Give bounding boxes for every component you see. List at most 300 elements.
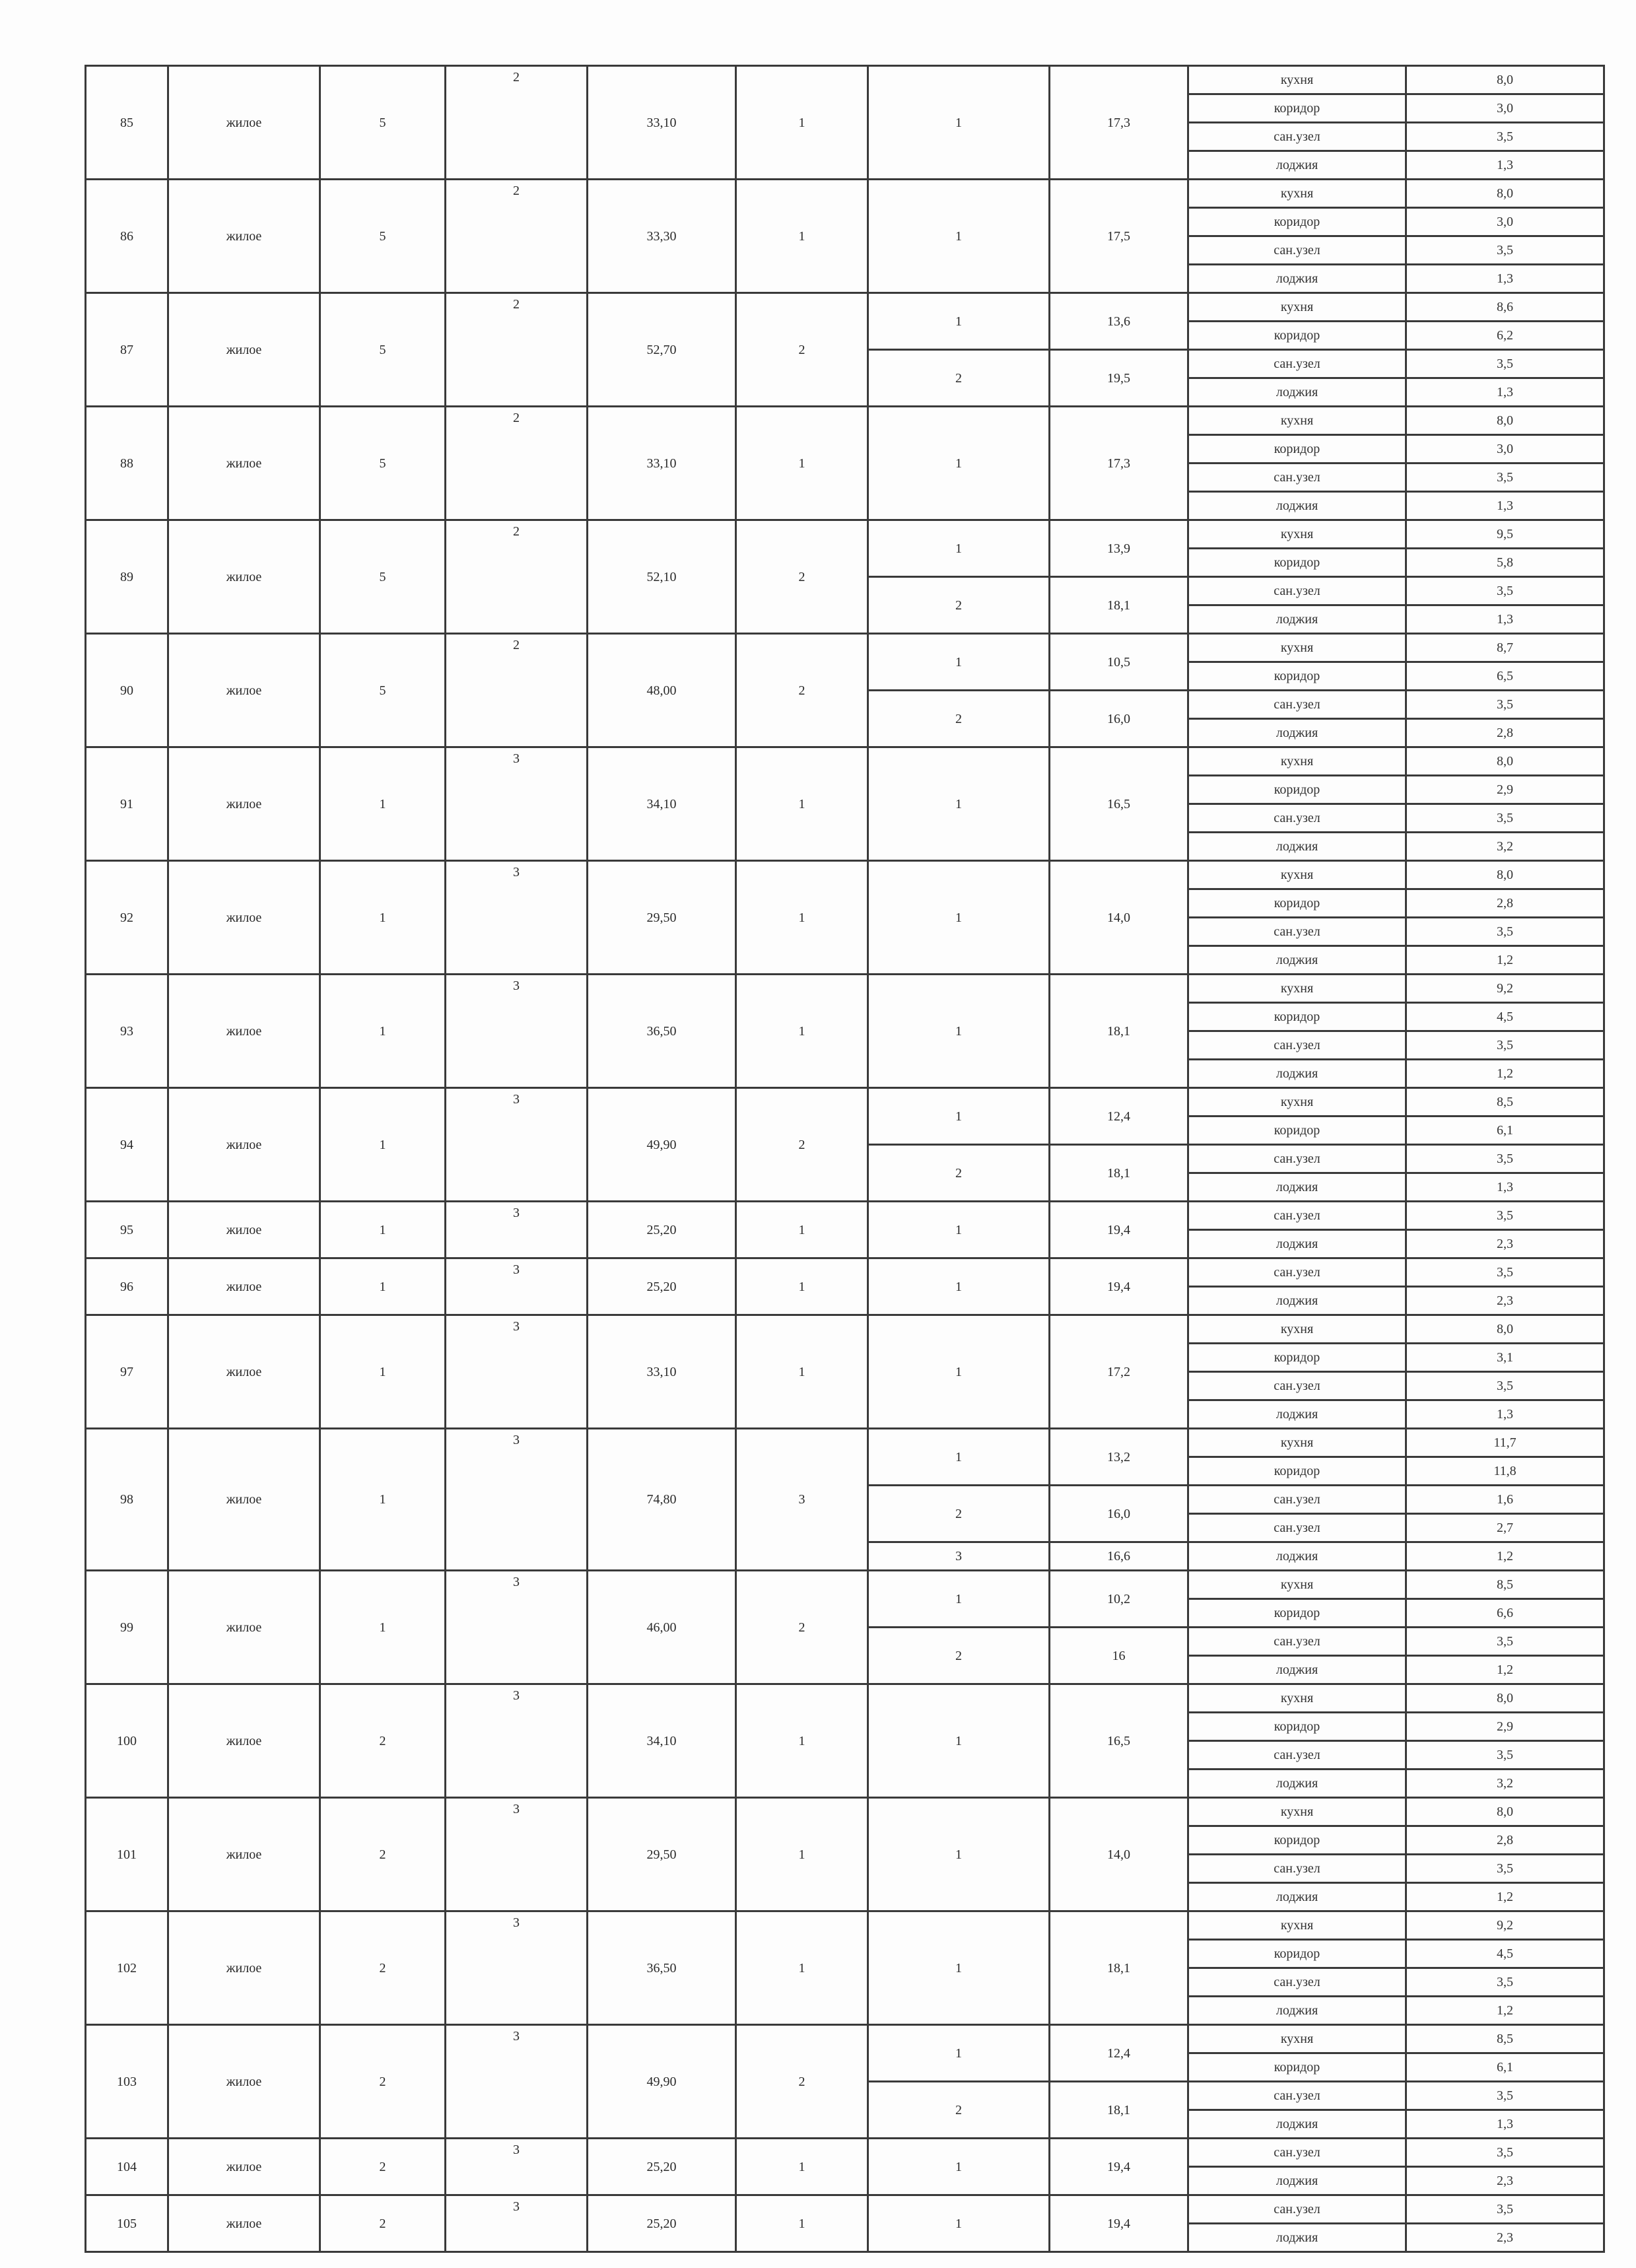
aux-room-area: 3,5	[1406, 577, 1604, 605]
aux-room-area: 11,8	[1406, 1457, 1604, 1486]
apartment-number: 103	[86, 2025, 168, 2139]
aux-room-area: 3,5	[1406, 350, 1604, 378]
aux-room-area: 3,5	[1406, 804, 1604, 833]
apartment-number: 87	[86, 293, 168, 407]
apartment-row	[86, 975, 1604, 1003]
apartment-row	[86, 2195, 1604, 2224]
aux-room-area: 3,0	[1406, 435, 1604, 464]
total-area: 25,20	[588, 2195, 736, 2252]
aux-room-name: коридор	[1188, 94, 1406, 123]
aux-room-area: 5,8	[1406, 549, 1604, 577]
living-room-area: 13,2	[1050, 1429, 1188, 1486]
living-room-number: 2	[868, 577, 1050, 634]
aux-room-area: 3,5	[1406, 1968, 1604, 1997]
aux-room-name: лоджия	[1188, 1400, 1406, 1429]
floor-number: 2	[446, 180, 588, 293]
aux-room-area: 1,2	[1406, 946, 1604, 975]
living-room-area: 14,0	[1050, 1798, 1188, 1911]
apartment-type: жилое	[168, 520, 320, 634]
apartment-number: 100	[86, 1684, 168, 1798]
apartment-row	[86, 1911, 1604, 1940]
room-count: 1	[736, 1315, 868, 1429]
aux-room-area: 2,9	[1406, 1713, 1604, 1741]
room-count: 1	[736, 975, 868, 1088]
aux-room-name: сан.узел	[1188, 236, 1406, 265]
aux-room-name: лоджия	[1188, 492, 1406, 520]
living-room-number: 2	[868, 2082, 1050, 2139]
apartment-type: жилое	[168, 1684, 320, 1798]
floor-number: 2	[446, 293, 588, 407]
living-room-number: 1	[868, 293, 1050, 350]
section-number: 5	[320, 520, 446, 634]
apartment-type: жилое	[168, 293, 320, 407]
floor-number: 3	[446, 1088, 588, 1202]
aux-room-area: 1,2	[1406, 1997, 1604, 2025]
aux-room-area: 4,5	[1406, 1940, 1604, 1968]
living-room-number: 1	[868, 1571, 1050, 1628]
living-room-area: 18,1	[1050, 2082, 1188, 2139]
aux-room-area: 3,5	[1406, 918, 1604, 946]
aux-room-name: лоджия	[1188, 833, 1406, 861]
aux-room-name: сан.узел	[1188, 1628, 1406, 1656]
aux-room-name: сан.узел	[1188, 918, 1406, 946]
aux-room-area: 6,2	[1406, 322, 1604, 350]
section-number: 1	[320, 1571, 446, 1684]
aux-room-name: сан.узел	[1188, 577, 1406, 605]
aux-room-name: кухня	[1188, 634, 1406, 662]
living-room-number: 1	[868, 1315, 1050, 1429]
aux-room-name: лоджия	[1188, 719, 1406, 747]
total-area: 33,10	[588, 66, 736, 180]
aux-room-name: лоджия	[1188, 2224, 1406, 2252]
aux-room-area: 3,5	[1406, 1202, 1604, 1230]
total-area: 52,70	[588, 293, 736, 407]
aux-room-name: сан.узел	[1188, 1741, 1406, 1770]
apartment-number: 88	[86, 407, 168, 520]
apartment-row	[86, 2139, 1604, 2167]
floor-number: 2	[446, 634, 588, 747]
apartment-number: 91	[86, 747, 168, 861]
total-area: 33,10	[588, 1315, 736, 1429]
aux-room-name: сан.узел	[1188, 804, 1406, 833]
aux-room-name: коридор	[1188, 1599, 1406, 1628]
living-room-number: 1	[868, 2195, 1050, 2252]
living-room-area: 18,1	[1050, 577, 1188, 634]
aux-room-name: сан.узел	[1188, 1486, 1406, 1514]
living-room-area: 18,1	[1050, 1911, 1188, 2025]
room-count: 1	[736, 1202, 868, 1258]
living-room-area: 19,4	[1050, 2195, 1188, 2252]
floor-number: 3	[446, 1258, 588, 1315]
apartment-type: жилое	[168, 1571, 320, 1684]
room-count: 1	[736, 861, 868, 975]
aux-room-name: коридор	[1188, 322, 1406, 350]
aux-room-name: лоджия	[1188, 1173, 1406, 1202]
apartment-row	[86, 1798, 1604, 1826]
section-number: 2	[320, 2195, 446, 2252]
aux-room-area: 1,2	[1406, 1883, 1604, 1911]
living-room-area: 17,5	[1050, 180, 1188, 293]
aux-room-name: коридор	[1188, 662, 1406, 691]
aux-room-area: 2,8	[1406, 1826, 1604, 1855]
living-room-number: 1	[868, 634, 1050, 691]
aux-room-area: 3,5	[1406, 1145, 1604, 1173]
living-room-number: 1	[868, 975, 1050, 1088]
floor-number: 3	[446, 1911, 588, 2025]
section-number: 1	[320, 747, 446, 861]
aux-room-area: 9,5	[1406, 520, 1604, 549]
apartment-type: жилое	[168, 180, 320, 293]
apartment-row	[86, 520, 1604, 549]
aux-room-name: сан.узел	[1188, 1372, 1406, 1400]
aux-room-name: кухня	[1188, 1911, 1406, 1940]
section-number: 1	[320, 861, 446, 975]
aux-room-name: кухня	[1188, 407, 1406, 435]
apartment-number: 95	[86, 1202, 168, 1258]
room-count: 1	[736, 66, 868, 180]
aux-room-area: 2,9	[1406, 776, 1604, 804]
aux-room-area: 1,2	[1406, 1542, 1604, 1571]
floor-number: 3	[446, 2195, 588, 2252]
total-area: 74,80	[588, 1429, 736, 1571]
aux-room-name: сан.узел	[1188, 464, 1406, 492]
aux-room-name: кухня	[1188, 1315, 1406, 1344]
aux-room-area: 8,0	[1406, 407, 1604, 435]
room-count: 1	[736, 747, 868, 861]
aux-room-area: 6,5	[1406, 662, 1604, 691]
apartment-row	[86, 1258, 1604, 1287]
living-room-area: 16,0	[1050, 691, 1188, 747]
aux-room-area: 8,6	[1406, 293, 1604, 322]
aux-room-area: 8,0	[1406, 1798, 1604, 1826]
aux-room-area: 3,5	[1406, 464, 1604, 492]
living-room-area: 14,0	[1050, 861, 1188, 975]
aux-room-name: коридор	[1188, 889, 1406, 918]
aux-room-name: лоджия	[1188, 1997, 1406, 2025]
living-room-number: 2	[868, 1628, 1050, 1684]
floor-number: 3	[446, 1202, 588, 1258]
apartment-number: 101	[86, 1798, 168, 1911]
living-room-area: 10,5	[1050, 634, 1188, 691]
aux-room-area: 1,3	[1406, 378, 1604, 407]
aux-room-area: 3,2	[1406, 1770, 1604, 1798]
room-count: 1	[736, 407, 868, 520]
living-room-area: 19,5	[1050, 350, 1188, 407]
apartment-row	[86, 2025, 1604, 2053]
aux-room-area: 3,0	[1406, 94, 1604, 123]
aux-room-area: 1,3	[1406, 1400, 1604, 1429]
total-area: 52,10	[588, 520, 736, 634]
aux-room-name: кухня	[1188, 1684, 1406, 1713]
total-area: 33,30	[588, 180, 736, 293]
apartment-type: жилое	[168, 1088, 320, 1202]
living-room-number: 1	[868, 2025, 1050, 2082]
section-number: 1	[320, 1258, 446, 1315]
aux-room-area: 3,5	[1406, 691, 1604, 719]
living-room-area: 16,6	[1050, 1542, 1188, 1571]
aux-room-name: коридор	[1188, 1940, 1406, 1968]
aux-room-area: 1,6	[1406, 1486, 1604, 1514]
apartment-number: 102	[86, 1911, 168, 2025]
aux-room-area: 2,8	[1406, 719, 1604, 747]
floor-number: 3	[446, 975, 588, 1088]
aux-room-area: 1,2	[1406, 1656, 1604, 1684]
apartment-type: жилое	[168, 1315, 320, 1429]
apartment-number: 96	[86, 1258, 168, 1315]
section-number: 1	[320, 1315, 446, 1429]
aux-room-name: кухня	[1188, 520, 1406, 549]
aux-room-area: 3,5	[1406, 1258, 1604, 1287]
aux-room-name: кухня	[1188, 861, 1406, 889]
apartment-type: жилое	[168, 634, 320, 747]
living-room-area: 12,4	[1050, 2025, 1188, 2082]
aux-room-area: 3,0	[1406, 208, 1604, 236]
aux-room-area: 2,3	[1406, 1230, 1604, 1258]
apartment-type: жилое	[168, 407, 320, 520]
floor-number: 3	[446, 1798, 588, 1911]
aux-room-area: 8,0	[1406, 747, 1604, 776]
apartment-row	[86, 634, 1604, 662]
apartment-type: жилое	[168, 1911, 320, 2025]
living-room-area: 18,1	[1050, 1145, 1188, 1202]
section-number: 5	[320, 293, 446, 407]
apartment-number: 93	[86, 975, 168, 1088]
room-count: 2	[736, 520, 868, 634]
aux-room-name: лоджия	[1188, 1770, 1406, 1798]
floor-number: 3	[446, 861, 588, 975]
living-room-area: 16,0	[1050, 1486, 1188, 1542]
aux-room-area: 8,7	[1406, 634, 1604, 662]
aux-room-name: кухня	[1188, 1571, 1406, 1599]
apartment-number: 105	[86, 2195, 168, 2252]
floor-number: 3	[446, 2025, 588, 2139]
aux-room-name: лоджия	[1188, 1060, 1406, 1088]
apartment-type: жилое	[168, 1202, 320, 1258]
living-room-number: 1	[868, 407, 1050, 520]
aux-room-area: 3,2	[1406, 833, 1604, 861]
apartment-row	[86, 407, 1604, 435]
floor-number: 3	[446, 1315, 588, 1429]
room-count: 2	[736, 634, 868, 747]
aux-room-name: коридор	[1188, 1713, 1406, 1741]
aux-room-area: 6,6	[1406, 1599, 1604, 1628]
apartment-row	[86, 66, 1604, 94]
floor-number: 3	[446, 1571, 588, 1684]
room-count: 2	[736, 293, 868, 407]
room-count: 1	[736, 180, 868, 293]
aux-room-area: 2,3	[1406, 1287, 1604, 1315]
total-area: 34,10	[588, 747, 736, 861]
aux-room-name: коридор	[1188, 2053, 1406, 2082]
living-room-number: 1	[868, 66, 1050, 180]
aux-room-name: кухня	[1188, 1088, 1406, 1117]
aux-room-name: лоджия	[1188, 265, 1406, 293]
apartment-type: жилое	[168, 2025, 320, 2139]
aux-room-area: 8,5	[1406, 1571, 1604, 1599]
living-room-number: 1	[868, 1258, 1050, 1315]
apartment-row	[86, 1315, 1604, 1344]
aux-room-area: 6,1	[1406, 1117, 1604, 1145]
apartment-row	[86, 1088, 1604, 1117]
apartment-number: 90	[86, 634, 168, 747]
living-room-number: 3	[868, 1542, 1050, 1571]
total-area: 36,50	[588, 1911, 736, 2025]
total-area: 48,00	[588, 634, 736, 747]
aux-room-name: лоджия	[1188, 946, 1406, 975]
aux-room-name: сан.узел	[1188, 350, 1406, 378]
aux-room-name: кухня	[1188, 975, 1406, 1003]
aux-room-name: кухня	[1188, 747, 1406, 776]
aux-room-area: 3,5	[1406, 1031, 1604, 1060]
section-number: 2	[320, 2025, 446, 2139]
aux-room-name: лоджия	[1188, 151, 1406, 180]
room-count: 1	[736, 1258, 868, 1315]
apartment-row	[86, 1684, 1604, 1713]
apartment-number: 94	[86, 1088, 168, 1202]
aux-room-name: коридор	[1188, 1457, 1406, 1486]
floor-number: 3	[446, 747, 588, 861]
living-room-area: 19,4	[1050, 1258, 1188, 1315]
aux-room-area: 3,1	[1406, 1344, 1604, 1372]
living-room-area: 19,4	[1050, 2139, 1188, 2195]
living-room-number: 2	[868, 691, 1050, 747]
living-room-area: 17,3	[1050, 407, 1188, 520]
apartment-type: жилое	[168, 66, 320, 180]
aux-room-name: лоджия	[1188, 1287, 1406, 1315]
aux-room-area: 8,0	[1406, 861, 1604, 889]
section-number: 5	[320, 407, 446, 520]
aux-room-name: сан.узел	[1188, 2082, 1406, 2110]
apartment-type: жилое	[168, 975, 320, 1088]
total-area: 46,00	[588, 1571, 736, 1684]
apartment-type: жилое	[168, 2139, 320, 2195]
total-area: 25,20	[588, 1258, 736, 1315]
room-count: 1	[736, 1684, 868, 1798]
aux-room-area: 8,0	[1406, 1684, 1604, 1713]
aux-room-area: 8,5	[1406, 1088, 1604, 1117]
aux-room-area: 1,2	[1406, 1060, 1604, 1088]
aux-room-name: лоджия	[1188, 1230, 1406, 1258]
living-room-number: 2	[868, 1145, 1050, 1202]
apartment-row	[86, 1571, 1604, 1599]
aux-room-name: сан.узел	[1188, 2139, 1406, 2167]
living-room-number: 2	[868, 1486, 1050, 1542]
aux-room-area: 8,5	[1406, 2025, 1604, 2053]
living-room-area: 17,2	[1050, 1315, 1188, 1429]
aux-room-area: 3,5	[1406, 1372, 1604, 1400]
apartment-row	[86, 747, 1604, 776]
apartment-number: 86	[86, 180, 168, 293]
apartment-row	[86, 1429, 1604, 1457]
section-number: 2	[320, 1911, 446, 2025]
aux-room-area: 1,3	[1406, 492, 1604, 520]
aux-room-name: кухня	[1188, 1798, 1406, 1826]
room-count: 2	[736, 1088, 868, 1202]
apartment-number: 99	[86, 1571, 168, 1684]
aux-room-area: 3,5	[1406, 1855, 1604, 1883]
room-count: 2	[736, 2025, 868, 2139]
aux-room-area: 3,5	[1406, 2195, 1604, 2224]
living-room-area: 13,6	[1050, 293, 1188, 350]
section-number: 1	[320, 1088, 446, 1202]
aux-room-name: лоджия	[1188, 1656, 1406, 1684]
aux-room-area: 2,7	[1406, 1514, 1604, 1542]
living-room-number: 2	[868, 350, 1050, 407]
floor-number: 3	[446, 1429, 588, 1571]
aux-room-name: лоджия	[1188, 378, 1406, 407]
aux-room-area: 2,3	[1406, 2224, 1604, 2252]
living-room-number: 1	[868, 1429, 1050, 1486]
room-count: 1	[736, 2139, 868, 2195]
apartment-number: 98	[86, 1429, 168, 1571]
section-number: 5	[320, 180, 446, 293]
living-room-area: 16	[1050, 1628, 1188, 1684]
section-number: 1	[320, 1202, 446, 1258]
apartment-type: жилое	[168, 1258, 320, 1315]
room-count: 1	[736, 1911, 868, 2025]
living-room-number: 1	[868, 2139, 1050, 2195]
total-area: 36,50	[588, 975, 736, 1088]
aux-room-name: сан.узел	[1188, 691, 1406, 719]
aux-room-area: 3,5	[1406, 236, 1604, 265]
aux-room-area: 2,8	[1406, 889, 1604, 918]
aux-room-area: 1,3	[1406, 265, 1604, 293]
living-room-area: 17,3	[1050, 66, 1188, 180]
aux-room-name: сан.узел	[1188, 2195, 1406, 2224]
total-area: 33,10	[588, 407, 736, 520]
aux-room-name: сан.узел	[1188, 1855, 1406, 1883]
aux-room-name: кухня	[1188, 180, 1406, 208]
section-number: 2	[320, 1798, 446, 1911]
aux-room-name: кухня	[1188, 1429, 1406, 1457]
aux-room-name: сан.узел	[1188, 1145, 1406, 1173]
living-room-number: 1	[868, 180, 1050, 293]
section-number: 5	[320, 66, 446, 180]
floor-number: 3	[446, 1684, 588, 1798]
aux-room-name: коридор	[1188, 435, 1406, 464]
apartment-type: жилое	[168, 1429, 320, 1571]
aux-room-name: сан.узел	[1188, 123, 1406, 151]
apartment-type: жилое	[168, 2195, 320, 2252]
aux-room-area: 1,3	[1406, 151, 1604, 180]
apartment-number: 89	[86, 520, 168, 634]
apartment-row	[86, 1202, 1604, 1230]
living-room-area: 19,4	[1050, 1202, 1188, 1258]
aux-room-name: кухня	[1188, 293, 1406, 322]
living-room-number: 1	[868, 861, 1050, 975]
floor-number: 2	[446, 407, 588, 520]
room-count: 3	[736, 1429, 868, 1571]
section-number: 1	[320, 975, 446, 1088]
aux-room-name: коридор	[1188, 1117, 1406, 1145]
aux-room-area: 3,5	[1406, 2082, 1604, 2110]
total-area: 25,20	[588, 2139, 736, 2195]
total-area: 29,50	[588, 861, 736, 975]
living-room-number: 1	[868, 520, 1050, 577]
section-number: 2	[320, 1684, 446, 1798]
living-room-area: 18,1	[1050, 975, 1188, 1088]
apartment-number: 97	[86, 1315, 168, 1429]
section-number: 5	[320, 634, 446, 747]
living-room-number: 1	[868, 1088, 1050, 1145]
aux-room-area: 8,0	[1406, 180, 1604, 208]
room-count: 1	[736, 2195, 868, 2252]
apartment-type: жилое	[168, 861, 320, 975]
living-room-number: 1	[868, 1798, 1050, 1911]
aux-room-name: лоджия	[1188, 1542, 1406, 1571]
aux-room-name: коридор	[1188, 208, 1406, 236]
living-room-number: 1	[868, 1202, 1050, 1258]
